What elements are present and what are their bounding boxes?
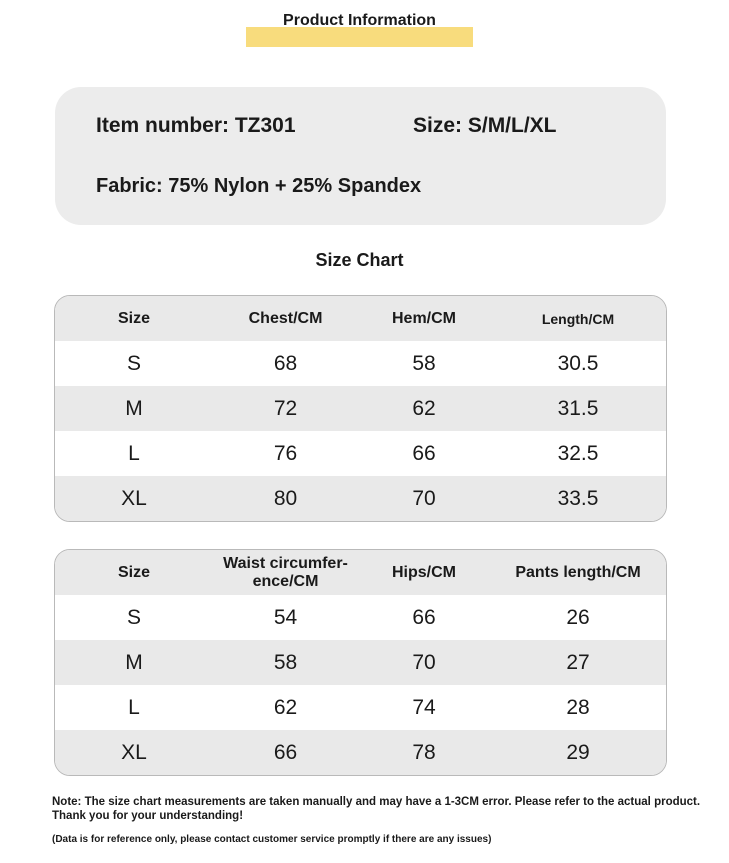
- cell-size: L: [128, 695, 140, 719]
- cell-size: XL: [121, 740, 147, 764]
- table-header-row: [55, 550, 666, 595]
- cell-chest: 76: [273, 441, 298, 465]
- cell-waist: 66: [273, 740, 298, 764]
- cell-pants-length: 29: [566, 740, 590, 764]
- cell-pants-length: 27: [566, 650, 590, 674]
- top-size-table: [54, 295, 667, 522]
- cell-length: 30.5: [557, 351, 599, 375]
- cell-pants-length: 28: [566, 695, 590, 719]
- cell-waist: 54: [273, 605, 298, 629]
- header-waist: Waist circumfer- ence/CM: [223, 554, 348, 590]
- cell-waist: 62: [273, 695, 298, 719]
- size-chart-title: Size Chart: [315, 250, 404, 270]
- cell-size: M: [125, 650, 143, 674]
- header-length: Length/CM: [541, 310, 615, 327]
- header-hips: Hips/CM: [392, 563, 456, 581]
- cell-hips: 74: [412, 695, 436, 719]
- cell-hips: 66: [412, 605, 436, 629]
- fabric-composition: Fabric: 75% Nylon + 25% Spandex: [96, 175, 422, 197]
- bottom-size-table: [54, 549, 667, 776]
- cell-hips: 70: [412, 650, 436, 674]
- header-pants-length: Pants length/CM: [515, 563, 641, 581]
- cell-size: XL: [121, 486, 147, 510]
- reference-note: (Data is for reference only, please contact customer service promptly if there are any issues): [52, 834, 492, 845]
- table-row: [55, 431, 666, 476]
- size-options: Size: S/M/L/XL: [413, 114, 557, 137]
- cell-hips: 78: [412, 740, 436, 764]
- cell-size: S: [126, 605, 141, 629]
- title-wrap: [246, 10, 473, 48]
- header-chest: Chest/CM: [248, 309, 323, 327]
- cell-length: 33.5: [557, 486, 599, 510]
- cell-length: 31.5: [557, 396, 599, 420]
- cell-pants-length: 26: [566, 605, 590, 629]
- table-row: [55, 595, 666, 640]
- table-row: [55, 685, 666, 730]
- table-row: [55, 386, 666, 431]
- table-row: [55, 730, 666, 775]
- table-row: [55, 476, 666, 521]
- cell-hem: 70: [412, 486, 436, 510]
- cell-chest: 68: [273, 351, 298, 375]
- header-size: Size: [117, 309, 150, 327]
- cell-hem: 62: [412, 396, 436, 420]
- table-header-row: [55, 296, 666, 341]
- measurement-note: Note: The size chart measurements are taken manually and may have a 1-3CM error. Please refer to the actual product. Thank you for your understanding!: [52, 796, 701, 822]
- cell-hem: 58: [412, 351, 436, 375]
- cell-length: 32.5: [557, 441, 599, 465]
- cell-hem: 66: [412, 441, 436, 465]
- table-row: [55, 341, 666, 386]
- page-title: Product Information: [283, 12, 436, 29]
- cell-size: S: [126, 351, 141, 375]
- cell-waist: 58: [273, 650, 298, 674]
- header-size: Size: [117, 563, 150, 581]
- cell-chest: 80: [273, 486, 298, 510]
- cell-size: L: [128, 441, 140, 465]
- item-number: Item number: TZ301: [96, 114, 296, 137]
- header-hem: Hem/CM: [391, 309, 456, 327]
- product-info-panel: [55, 87, 666, 225]
- cell-size: M: [125, 396, 143, 420]
- cell-chest: 72: [273, 396, 298, 420]
- table-row: [55, 640, 666, 685]
